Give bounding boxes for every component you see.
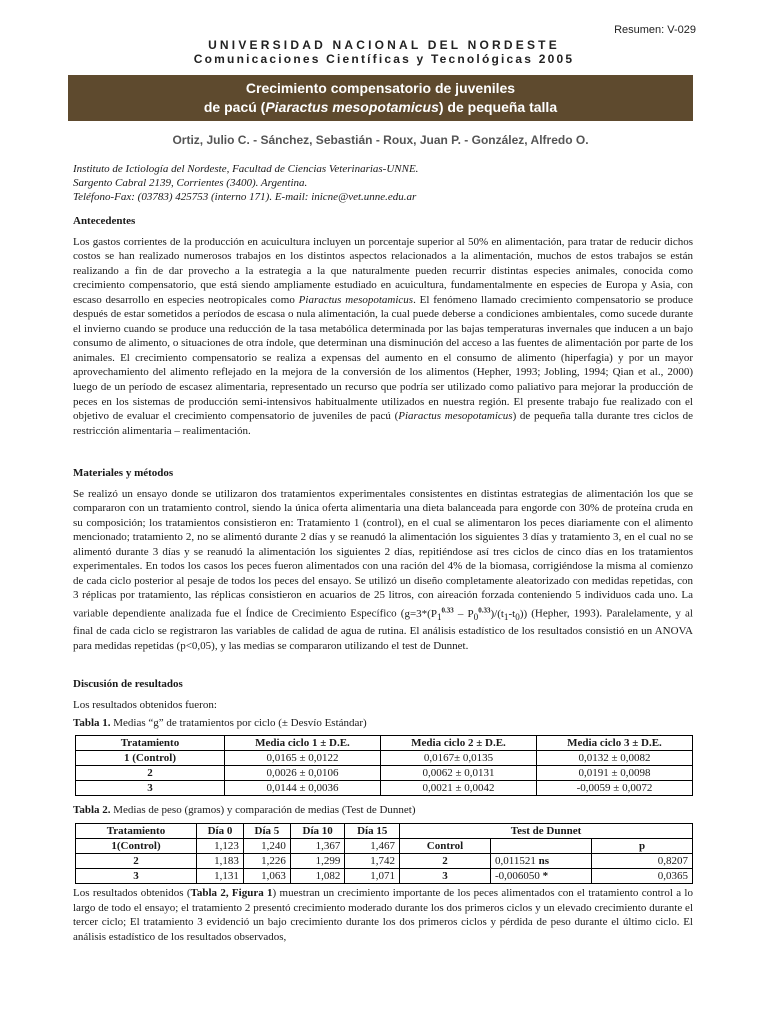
paper-title — [68, 75, 693, 121]
table1-caption — [73, 717, 693, 729]
resumen-code: Resumen: V-029 — [614, 24, 696, 36]
text: (Hepher, 1993). Paralelamente, y al final de cada ciclo se registraron las variables de calidad de agua de rutina. El análisis estadístico de los resultados consistió en un ANOVA para medidas repetidas (p<0,05), y las medias se compararon utilizando el test de Dunnet. — [73, 607, 693, 652]
table-cell: 1,082 — [290, 869, 345, 884]
column-header: Tratamiento — [76, 736, 225, 751]
dunnet-value: -0,006050 — [495, 870, 540, 882]
table-cell: 1,131 — [197, 869, 244, 884]
table-cell: 1,240 — [243, 839, 290, 854]
column-header: Tratamiento — [76, 824, 197, 839]
caption-label: Tabla 2. — [73, 804, 111, 816]
table-cell: p — [592, 839, 693, 854]
column-header: Media ciclo 1 ± D.E. — [225, 736, 381, 751]
table-cell: 1,367 — [290, 839, 345, 854]
table-1 — [75, 735, 693, 796]
text: ) muestran un crecimiento importante de los peces alimentados con el tratamiento control a lo largo de todo el ensayo; el tratamiento 2 presentó crecimiento moderado durante los dos primeros ciclos y un elevado crecimiento durante el tercer ciclo; El tratamiento 3 evidenció un bajo crecimiento durante los dos primeros ciclos y pérdida de peso durante el último ciclo. El análisis estadístico de los resultados observados, — [73, 887, 693, 943]
affiliation — [73, 162, 693, 204]
significance: ns — [538, 855, 549, 867]
significance: * — [542, 870, 549, 882]
table-cell: 1,071 — [345, 869, 400, 884]
table-cell: 1 (Control) — [76, 751, 225, 766]
table-cell: 1,467 — [345, 839, 400, 854]
affiliation-institute: Instituto de Ictiología del Nordeste, Facultad de Ciencias Veterinarias-UNNE. — [73, 163, 419, 175]
table-row — [76, 839, 693, 854]
formula-sup: 0.33 — [441, 605, 454, 614]
column-header: Día 15 — [345, 824, 400, 839]
table-cell: 0,0021 ± 0,0042 — [381, 781, 537, 796]
reference: Tabla 2, Figura 1 — [190, 887, 273, 899]
table-cell — [491, 854, 592, 869]
formula-part: – P — [453, 607, 474, 620]
formula-part: -t — [508, 607, 516, 620]
table-cell: 0,0165 ± 0,0122 — [225, 751, 381, 766]
affiliation-contact: Teléfono-Fax: (03783) 425753 (interno 171). E-mail: inicne@vet.unne.edu.ar — [73, 191, 417, 203]
antecedentes-paragraph — [73, 235, 693, 439]
materiales-paragraph — [73, 487, 693, 654]
table2-caption — [73, 804, 693, 816]
table-cell: 1,226 — [243, 854, 290, 869]
table-cell: 0,0026 ± 0,0106 — [225, 766, 381, 781]
text: ) de pequeña talla durante tres ciclos de restricción alimentaria – realimentación. — [73, 410, 693, 437]
text: Los gastos corrientes de la producción en acuicultura incluyen un porcentaje superior al 50% en alimentación, para tratar de reducir dichos costos se han realizado numerosos trabajos en los distintos aspectos relacionados a la alimentación, muchos de estos trabajos se están realizando a fin de dar provecho a la estrategia a la que naturalmente pueden recurrir distintas especies animales, conocida como crecimiento compensatorio, que está siendo ampliamente estudiado en acuicultura, fundamentalmente en especies de Europa y Asia, con escaso desarrollo en especies neotropicales como — [73, 235, 693, 306]
table-cell: 1,063 — [243, 869, 290, 884]
caption-label: Tabla 1. — [73, 717, 111, 729]
table-cell: 2 — [400, 854, 491, 869]
text: . El fenómeno llamado crecimiento compensatorio se produce después de estar sometidos a períodos de escasa o nula alimentación, la cual puede deberse a condiciones ambientales, como sucede durante el invierno cuando se produce una reducción de la tasa metabólica determinada por las bajas temperaturas invernales que inducen a un bajo consumo de alimento, o situaciones de otra índole, que determinan una disminución del acceso a las fuentes de alimentación por parte de los animales. El crecimiento compensatorio se realiza a expensas del aumento en el consumo de alimento (hiperfagia) y por un mayor aprovechamiento del alimento reflejado en la mejora de la conversión de los alimentos (Hepher, 1993; Jobling, 1994; Qian et al., 2000) luego de un período de escasez alimentaria, representado un recurso que podría ser utilizado como paliativo para mejorar la producción de peces en los sistemas de producción semi-intensivos habitualmente utilizados en nuestra región. El presente trabajo fue realizado con el objetivo de evaluar el crecimiento compensatorio de juveniles de pacú ( — [73, 293, 693, 423]
table-cell: 0,0191 ± 0,0098 — [537, 766, 693, 781]
table-cell — [491, 869, 592, 884]
heading-materiales: Materiales y métodos — [73, 467, 174, 479]
table-cell: 3 — [76, 869, 197, 884]
discusion-intro: Los resultados obtenidos fueron: — [73, 698, 217, 711]
table-cell: 0,0144 ± 0,0036 — [225, 781, 381, 796]
formula-sub: 1 — [436, 611, 442, 622]
column-header: Día 5 — [243, 824, 290, 839]
title-line-2 — [68, 98, 693, 117]
table-cell: 1(Control) — [76, 839, 197, 854]
table-cell: 3 — [400, 869, 491, 884]
table-2 — [75, 823, 693, 884]
caption-text: Medias “g” de tratamientos por ciclo (± Desvío Estándar) — [110, 717, 367, 729]
university-name: UNIVERSIDAD NACIONAL DEL NORDESTE — [208, 38, 560, 52]
title-text-end: ) de pequeña talla — [438, 99, 558, 115]
dunnet-value: 0,011521 — [495, 855, 536, 867]
column-header: Media ciclo 2 ± D.E. — [381, 736, 537, 751]
table-cell: 1,183 — [197, 854, 244, 869]
formula — [404, 605, 528, 622]
table-cell: 2 — [76, 854, 197, 869]
table-cell: 3 — [76, 781, 225, 796]
text: Los resultados obtenidos ( — [73, 887, 191, 899]
heading-discusion: Discusión de resultados — [73, 678, 183, 690]
table-cell: 1,299 — [290, 854, 345, 869]
authors: Ortiz, Julio C. - Sánchez, Sebastián - Roux, Juan P. - González, Alfredo O. — [172, 133, 589, 147]
title-text: de pacú ( — [203, 99, 266, 115]
table-row — [76, 869, 693, 884]
column-header: Media ciclo 3 ± D.E. — [537, 736, 693, 751]
species: Piaractus mesopotamicus — [398, 410, 513, 423]
formula-part: )) — [519, 607, 528, 620]
table-row — [76, 854, 693, 869]
affiliation-address: Sargento Cabral 2139, Corrientes (3400). Argentina. — [73, 177, 308, 189]
species: Piaractus mesopotamicus — [298, 293, 414, 306]
formula-sup: 0.33 — [478, 605, 491, 614]
formula-part: )/(t — [490, 607, 504, 620]
title-species: Piaractus mesopotamicus — [265, 99, 439, 115]
column-header: Test de Dunnet — [400, 824, 693, 839]
table-cell: 1,742 — [345, 854, 400, 869]
caption-text: Medias de peso (gramos) y comparación de medias (Test de Dunnet) — [110, 804, 416, 816]
table-header-row — [76, 824, 693, 839]
section-antecedentes — [73, 214, 693, 438]
table-cell: Control — [400, 839, 491, 854]
table-header-row — [76, 736, 693, 751]
title-line-1: Crecimiento compensatorio de juveniles — [245, 80, 516, 96]
formula-sub: 0 — [515, 611, 520, 622]
formula-part: g=3*(P — [404, 607, 437, 620]
formula-sub: 1 — [503, 611, 509, 622]
column-header: Día 10 — [290, 824, 345, 839]
table-row — [76, 781, 693, 796]
table-cell: -0,0059 ± 0,0072 — [537, 781, 693, 796]
table-cell: 2 — [76, 766, 225, 781]
table-row — [76, 751, 693, 766]
column-header: Día 0 — [197, 824, 244, 839]
table-cell: 0,0062 ± 0,0131 — [381, 766, 537, 781]
table-cell: 0,8207 — [592, 854, 693, 869]
table-cell — [491, 839, 592, 854]
table-cell: 0,0365 — [592, 869, 693, 884]
section-discusion — [73, 677, 693, 712]
formula-sub: 0 — [473, 611, 479, 622]
heading-antecedentes: Antecedentes — [73, 215, 136, 227]
table-row — [76, 766, 693, 781]
communications-title: Comunicaciones Científicas y Tecnológicas 2005 — [193, 52, 575, 66]
text: Se realizó un ensayo donde se utilizaron dos tratamientos experimentales consistentes en distintas estrategias de alimentación los que se compararon con un tratamiento control, siendo la única oferta alimentaria una dieta balanceada para engorde con 30% de proteína cruda en su composición; los tratamientos consistieron en: Tratamiento 1 (control), en el cual se alimentaron los peces diariamente con el alimento mencionado; tratamiento 2, no se alimentó durante 2 días y se reanudó la alimentación los siguientes 3 días y tratamiento 3, en el cual no se alimentó durante 3 días y se reanudó la alimentación los siguientes 2 días, repitiéndose así tres ciclos de cinco días en los tratamientos experimentales. En todos los casos los peces fueron alimentados con una ración del 4% de la biomasa, corrigiéndose la misma al comienzo de cada ciclo posterior al pesaje de todos los peces del ensayo. Se utilizó un diseño completamente aleatorizado con medidas repetidas, con 3 réplicas por tratamiento, las réplicas consistieron en acuarios de 25 litros, con aireación forzada conteniendo 5 individuos cada uno. La variable dependiente analizada fue el Índice de Crecimiento Específico ( — [73, 487, 693, 620]
results-paragraph — [73, 886, 693, 944]
section-materiales — [73, 466, 693, 653]
table-cell: 0,0132 ± 0,0082 — [537, 751, 693, 766]
table-cell: 0,0167± 0,0135 — [381, 751, 537, 766]
table-cell: 1,123 — [197, 839, 244, 854]
